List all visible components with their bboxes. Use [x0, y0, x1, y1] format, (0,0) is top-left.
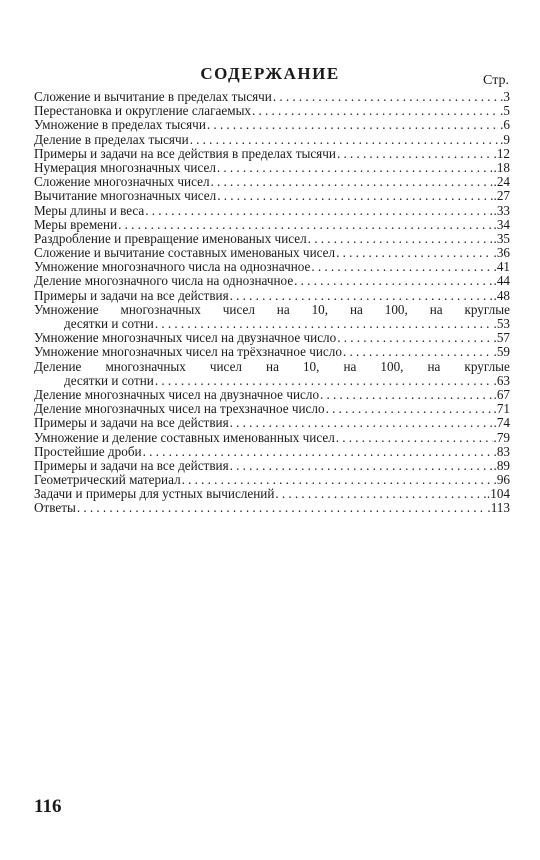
toc-entry-word: круглые	[464, 358, 510, 374]
toc-entry	[34, 459, 510, 473]
toc-entry-line	[34, 331, 510, 345]
toc-entry-page: .53	[493, 317, 510, 331]
toc-entry	[34, 274, 510, 288]
toc-entry-page: .34	[493, 217, 510, 232]
toc-entry-word: на	[429, 301, 443, 317]
toc-entry-word: на	[266, 358, 279, 374]
toc-entry-title: Геометрический материал	[34, 473, 181, 488]
toc-entry-word: круглые	[464, 301, 510, 317]
toc-entry-page: .63	[493, 373, 510, 388]
toc-entry	[34, 133, 510, 147]
toc-entry-line	[34, 118, 510, 132]
toc-entry	[34, 204, 510, 218]
toc-entry-word: Деление	[34, 358, 82, 374]
toc-entry-word: 100,	[380, 358, 404, 374]
toc-entry-first-line	[34, 360, 510, 374]
toc-entry	[34, 473, 510, 487]
toc-entry-title: Сложение многозначных чисел	[34, 175, 210, 190]
toc-entry-title: Меры длины и веса	[34, 203, 145, 218]
toc-entry-line	[34, 260, 510, 274]
toc-entry-line	[34, 402, 510, 416]
toc-entry-word: многозначных	[105, 358, 186, 374]
toc-entry	[34, 445, 510, 459]
toc-dot-leader	[155, 374, 493, 388]
toc-entry-page: .6	[500, 118, 510, 133]
toc-entry-word: на	[343, 358, 357, 374]
toc-dot-leader	[311, 260, 492, 274]
toc-entry-page: .104	[486, 487, 510, 502]
toc-dot-leader	[207, 118, 499, 132]
toc-entry-line	[34, 473, 510, 487]
page-number: 116	[34, 796, 62, 817]
toc-entry-title: Меры времени	[34, 217, 118, 232]
toc-entry-title: Деление многозначных чисел на двузначное число	[34, 387, 320, 402]
toc-entry	[34, 431, 510, 445]
toc-entry-title: Примеры и задачи на все действия	[34, 288, 229, 303]
toc-dot-leader	[217, 189, 492, 203]
toc-entry-word: Умножение	[34, 301, 99, 317]
toc-entry-line	[34, 133, 510, 147]
toc-entry	[34, 175, 510, 189]
toc-entry	[34, 416, 510, 430]
toc-entry-title: Деление многозначных чисел на трехзначное число	[34, 402, 325, 417]
toc-entry-page: .24	[493, 175, 510, 190]
toc-entry	[34, 487, 510, 501]
toc-entry	[34, 331, 510, 345]
toc-entry-line	[34, 317, 510, 331]
toc-entry-line	[34, 104, 510, 118]
toc-entry	[34, 118, 510, 132]
toc-entry-line	[34, 431, 510, 445]
toc-dot-leader	[230, 289, 493, 303]
toc-entry-page: .36	[493, 246, 510, 261]
toc-entry-page: .18	[493, 160, 510, 175]
toc-entry-word: на	[349, 301, 363, 317]
toc-entry-title: Вычитание многозначных чисел	[34, 189, 217, 204]
toc-dot-leader	[118, 218, 492, 232]
toc-dot-leader	[230, 459, 493, 473]
toc-entry-page: .27	[493, 189, 510, 204]
toc-entry-title: Сложение и вычитание в пределах тысячи	[34, 90, 272, 104]
toc-entry	[34, 345, 510, 359]
toc-entry-page: .96	[493, 473, 510, 488]
toc-entry-page: .83	[493, 444, 510, 459]
toc-entry-word: 100,	[384, 301, 408, 317]
toc-entry	[34, 189, 510, 203]
toc-entry-page: .5	[500, 104, 510, 119]
toc-dot-leader	[190, 133, 499, 147]
toc-entry	[34, 289, 510, 303]
toc-entry-word: многозначных	[120, 301, 201, 317]
toc-entry	[34, 402, 510, 416]
toc-dot-leader	[308, 232, 493, 246]
toc-entry-line	[34, 246, 510, 260]
toc-entry-title: Задачи и примеры для устных вычислений	[34, 487, 275, 502]
toc-entry	[34, 218, 510, 232]
toc-entry-title: Простейшие дроби	[34, 444, 142, 459]
toc-entry	[34, 232, 510, 246]
toc-entry-line	[34, 374, 510, 388]
toc-entry	[34, 260, 510, 274]
toc-entry-page: .35	[493, 231, 510, 246]
toc-entry-line	[34, 459, 510, 473]
toc-dot-leader	[294, 274, 492, 288]
toc-entry-word: 10,	[302, 358, 320, 374]
toc-dot-leader	[143, 445, 493, 459]
toc-entry-word: 10,	[311, 301, 329, 317]
toc-entry-page: .67	[493, 387, 510, 402]
toc-entry-word: на	[276, 301, 290, 317]
toc-entry-page: .74	[493, 416, 510, 431]
toc-dot-leader	[252, 104, 499, 118]
toc-entry	[34, 303, 510, 331]
toc-entry-page: .9	[500, 132, 510, 147]
toc-dot-leader	[337, 147, 493, 161]
toc-entry-page: .89	[493, 458, 510, 473]
toc-entry-line	[34, 289, 510, 303]
toc-entry-title: Перестановка и округление слагаемых	[34, 104, 252, 119]
toc-entry-page: .33	[493, 203, 510, 218]
toc-dot-leader	[182, 473, 493, 487]
toc-dot-leader	[77, 501, 486, 515]
toc-entry-page: .41	[493, 260, 510, 275]
toc-entry	[34, 388, 510, 402]
toc-entry-title: Примеры и задачи на все действия	[34, 416, 229, 431]
toc-entry-line	[34, 345, 510, 359]
toc-dot-leader	[155, 317, 493, 331]
toc-dot-leader	[337, 331, 492, 345]
toc-entry-page: .3	[500, 90, 510, 104]
toc-entry-page: .12	[493, 146, 510, 161]
toc-entry	[34, 246, 510, 260]
toc-entry-title: десятки и сотни	[64, 373, 154, 388]
toc-entry-line	[34, 487, 510, 501]
toc-entry-title: Деление многозначного числа на однозначное	[34, 274, 294, 289]
page-column-label: Стр.	[483, 73, 509, 88]
toc-entry-page: .59	[493, 345, 510, 360]
toc-dot-leader	[326, 402, 493, 416]
toc-entry-line	[34, 218, 510, 232]
toc-entry	[34, 147, 510, 161]
toc-entry-title: Раздробление и превращение именованых чисел	[34, 231, 307, 246]
toc-entry-first-line	[34, 303, 510, 317]
toc-entry	[34, 90, 510, 104]
toc-entry-page: .48	[493, 288, 510, 303]
toc-entry-title: Нумерация многозначных чисел	[34, 160, 216, 175]
toc-entry	[34, 104, 510, 118]
toc-entry-line	[34, 445, 510, 459]
page-title: СОДЕРЖАНИЕ	[200, 64, 340, 83]
toc-entry-line	[34, 388, 510, 402]
toc-entry-title: Сложение и вычитание составных именованых чисел	[34, 246, 336, 261]
toc-entry	[34, 360, 510, 388]
toc-entry-title: Умножение многозначных чисел на двузначное число	[34, 331, 337, 346]
toc-dot-leader	[336, 431, 493, 445]
toc-entry-line	[34, 189, 510, 203]
toc-dot-leader	[230, 416, 493, 430]
toc-dot-leader	[145, 204, 492, 218]
toc-dot-leader	[275, 487, 486, 501]
toc-entry-page: .71	[493, 402, 510, 417]
toc-entry-word: чисел	[222, 301, 255, 317]
toc-entry-page: .44	[493, 274, 510, 289]
toc-entry-title: Ответы	[34, 501, 76, 516]
toc-entry-line	[34, 232, 510, 246]
toc-entry-line	[34, 501, 510, 515]
toc-dot-leader	[217, 161, 493, 175]
toc-dot-leader	[211, 175, 493, 189]
toc-entry-line	[34, 416, 510, 430]
toc-entry	[34, 501, 510, 515]
toc-dot-leader	[336, 246, 492, 260]
toc-entry-page: .57	[493, 331, 510, 346]
toc-entry-title: Примеры и задачи на все действия в пределах тысячи	[34, 146, 336, 161]
toc-entry-title: Умножение многозначного числа на однозначное	[34, 260, 311, 275]
toc-entry-line	[34, 90, 510, 104]
toc-entry-title: Умножение многозначных чисел на трёхзначное число	[34, 345, 342, 360]
toc-entry-line	[34, 147, 510, 161]
toc-entry-line	[34, 175, 510, 189]
toc-entry-word: на	[427, 358, 441, 374]
toc-entry-page: .79	[493, 430, 510, 445]
toc-entry-title: Деление в пределах тысячи	[34, 132, 189, 147]
toc-dot-leader	[320, 388, 492, 402]
toc-dot-leader	[343, 345, 493, 359]
toc-entry-line	[34, 274, 510, 288]
toc-entry-title: Умножение в пределах тысячи	[34, 118, 206, 133]
toc-entry-title: Умножение и деление составных именованных чисел	[34, 430, 335, 445]
toc-dot-leader	[273, 90, 499, 104]
toc-entry-line	[34, 161, 510, 175]
table-of-contents	[34, 90, 510, 516]
toc-entry-title: десятки и сотни	[64, 317, 154, 331]
toc-entry-title: Примеры и задачи на все действия	[34, 458, 229, 473]
toc-entry-line	[34, 204, 510, 218]
toc-entry-word: чисел	[209, 358, 242, 374]
toc-entry-page: .113	[487, 501, 510, 516]
toc-entry	[34, 161, 510, 175]
